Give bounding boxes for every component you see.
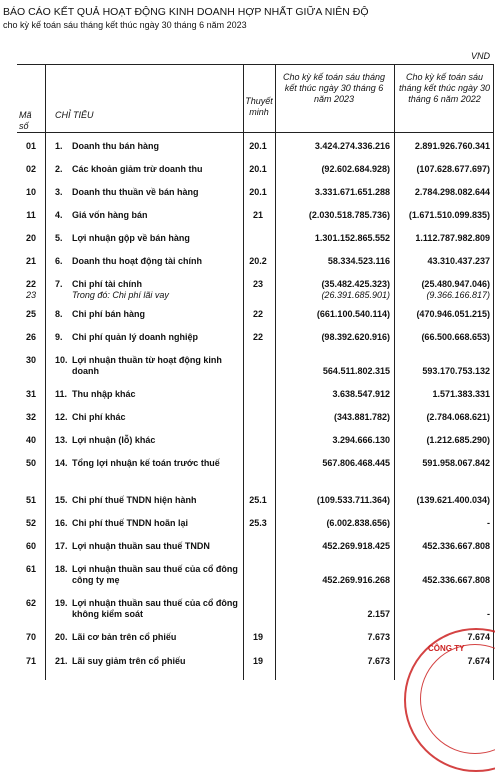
row-index: 5. bbox=[55, 233, 63, 243]
row-code: 60 bbox=[25, 541, 36, 551]
row-label: Lợi nhuận thuần từ hoạt động kinh doanh bbox=[72, 355, 222, 376]
table-row bbox=[17, 355, 494, 389]
row-code: 26 bbox=[25, 332, 36, 342]
table-row bbox=[17, 518, 494, 541]
row-value-2022: (470.946.051.215) bbox=[416, 309, 490, 319]
row-note: 20.1 bbox=[249, 164, 267, 174]
header-col-2023: Cho kỳ kế toán sáu tháng kết thúc ngày 30 tháng 6 năm 2023 bbox=[282, 72, 386, 104]
row-note: 22 bbox=[252, 332, 263, 342]
row-code: 25 bbox=[25, 309, 36, 319]
row-label: Doanh thu thuần về bán hàng bbox=[72, 187, 199, 197]
row-label: Lợi nhuận thuần sau thuế của cổ đông công ty mẹ bbox=[72, 564, 238, 585]
row-index: 20. bbox=[55, 632, 68, 642]
header-note: Thuyết minh bbox=[245, 96, 273, 117]
row-code: 11 bbox=[26, 210, 36, 220]
row-code: 01 bbox=[25, 141, 36, 151]
row-index: 16. bbox=[55, 518, 68, 528]
row-value-2023: (6.002.838.656) bbox=[326, 518, 390, 528]
row-label: Chi phí thuế TNDN hoãn lại bbox=[72, 518, 188, 528]
row-value-2023: 452.269.916.268 bbox=[322, 575, 390, 585]
row-code: 71 bbox=[25, 656, 36, 666]
row-value-2023: 58.334.523.116 bbox=[327, 256, 390, 266]
row-value-2023: (109.533.711.364) bbox=[316, 495, 390, 505]
row-value-2022: (9.366.166.817) bbox=[426, 290, 490, 300]
row-label: Thu nhập khác bbox=[72, 389, 136, 399]
row-code: 02 bbox=[25, 164, 36, 174]
table-row bbox=[17, 279, 494, 309]
row-value-2022: 452.336.667.808 bbox=[422, 575, 490, 585]
row-index: 11. bbox=[55, 389, 68, 399]
row-code: 10 bbox=[25, 187, 36, 197]
table-row bbox=[17, 309, 494, 332]
row-index: 6. bbox=[55, 256, 63, 266]
row-value-2022: 1.571.383.331 bbox=[432, 389, 490, 399]
row-value-2022: (66.500.668.653) bbox=[421, 332, 490, 342]
row-value-2022: (1.212.685.290) bbox=[426, 435, 490, 445]
row-index: 21. bbox=[55, 656, 68, 666]
row-value-2022: 7.674 bbox=[467, 632, 490, 642]
table-row bbox=[17, 541, 494, 564]
row-code: 32 bbox=[25, 412, 36, 422]
table-row bbox=[17, 233, 494, 256]
row-index: 10. bbox=[55, 355, 68, 365]
table-row bbox=[17, 141, 494, 164]
table-row bbox=[17, 564, 494, 598]
row-index: 7. bbox=[55, 279, 63, 289]
row-code: 22 bbox=[25, 279, 36, 289]
row-note: 22 bbox=[252, 309, 263, 319]
row-value-2022: - bbox=[487, 518, 490, 528]
row-value-2023: (661.100.540.114) bbox=[316, 309, 390, 319]
header-item: CHỈ TIÊU bbox=[55, 110, 94, 120]
seal-text: CÔNG TY bbox=[428, 644, 465, 653]
header-col-2022: Cho kỳ kế toán sáu tháng kết thúc ngày 30 tháng 6 năm 2022 bbox=[398, 72, 491, 104]
row-index: 4. bbox=[55, 210, 63, 220]
row-code: 30 bbox=[25, 355, 36, 365]
row-label: Giá vốn hàng bán bbox=[72, 210, 148, 220]
row-value-2022: 2.891.926.760.341 bbox=[414, 141, 490, 151]
row-value-2023: 3.638.547.912 bbox=[332, 389, 390, 399]
row-index: 17. bbox=[55, 541, 68, 551]
row-value-2022: (107.628.677.697) bbox=[416, 164, 490, 174]
row-value-2022: 452.336.667.808 bbox=[422, 541, 490, 551]
table-row bbox=[17, 598, 494, 632]
row-label: Tổng lợi nhuận kế toán trước thuế bbox=[72, 458, 220, 468]
row-value-2022: (1.671.510.099.835) bbox=[408, 210, 490, 220]
row-value-2023: 7.673 bbox=[367, 656, 390, 666]
currency-label: VND bbox=[470, 51, 490, 61]
table-body bbox=[17, 141, 494, 680]
report-title: BÁO CÁO KẾT QUẢ HOẠT ĐỘNG KINH DOANH HỢP NHẤT GIỮA NIÊN ĐỘ bbox=[3, 6, 369, 18]
row-label: Lợi nhuận gộp về bán hàng bbox=[72, 233, 190, 243]
row-value-2023: (35.482.425.323) bbox=[321, 279, 390, 289]
row-value-2023: 2.157 bbox=[367, 609, 390, 619]
row-note: 19 bbox=[252, 632, 263, 642]
row-label: Lãi suy giảm trên cổ phiếu bbox=[72, 656, 186, 666]
row-value-2022: 7.674 bbox=[467, 656, 490, 666]
row-index: 19. bbox=[55, 598, 68, 608]
row-code: 20 bbox=[25, 233, 36, 243]
table-row bbox=[17, 435, 494, 458]
row-value-2022: (139.621.400.034) bbox=[416, 495, 490, 505]
row-value-2023: 1.301.152.865.552 bbox=[314, 233, 390, 243]
row-value-2022: 43.310.437.237 bbox=[427, 256, 490, 266]
row-label: Chi phí quản lý doanh nghiệp bbox=[72, 332, 198, 342]
income-statement-table bbox=[17, 64, 494, 680]
row-note: 25.1 bbox=[249, 495, 267, 505]
report-subtitle: cho kỳ kế toán sáu tháng kết thúc ngày 30 tháng 6 năm 2023 bbox=[3, 20, 247, 30]
row-code: 61 bbox=[25, 564, 36, 574]
row-index: 18. bbox=[55, 564, 68, 574]
row-code: 70 bbox=[25, 632, 36, 642]
row-code: 52 bbox=[25, 518, 36, 528]
row-value-2022: (25.480.947.046) bbox=[421, 279, 490, 289]
row-label: Chi phí tài chính bbox=[72, 279, 142, 289]
row-code: 31 bbox=[25, 389, 36, 399]
row-value-2023: (343.881.782) bbox=[333, 412, 390, 422]
row-value-2023: (98.392.620.916) bbox=[321, 332, 390, 342]
row-value-2022: 1.112.787.982.809 bbox=[415, 233, 490, 243]
row-value-2022: 2.784.298.082.644 bbox=[414, 187, 490, 197]
row-index: 15. bbox=[55, 495, 68, 505]
row-index: 14. bbox=[55, 458, 68, 468]
row-value-2023: 3.331.671.651.288 bbox=[314, 187, 390, 197]
row-value-2023: 567.806.468.445 bbox=[322, 458, 390, 468]
row-label: Lãi cơ bản trên cổ phiếu bbox=[72, 632, 177, 642]
header-code: Mã số bbox=[19, 110, 32, 131]
row-label: Chi phí khác bbox=[72, 412, 126, 422]
row-index: 12. bbox=[55, 412, 68, 422]
row-note: 23 bbox=[252, 279, 263, 289]
row-code: 21 bbox=[25, 256, 36, 266]
row-index: 9. bbox=[55, 332, 63, 342]
table-row bbox=[17, 389, 494, 412]
row-value-2023: (92.602.684.928) bbox=[321, 164, 390, 174]
row-code: 23 bbox=[25, 290, 36, 300]
row-value-2022: (2.784.068.621) bbox=[426, 412, 490, 422]
row-value-2022: - bbox=[487, 609, 490, 619]
row-value-2023: 452.269.918.425 bbox=[322, 541, 390, 551]
row-label: Lợi nhuận thuần sau thuế của cổ đông không kiểm soát bbox=[72, 598, 238, 619]
row-note: 19 bbox=[252, 656, 263, 666]
table-row bbox=[17, 332, 494, 355]
row-value-2023: 3.424.274.336.216 bbox=[314, 141, 390, 151]
row-label: Chi phí bán hàng bbox=[72, 309, 145, 319]
row-index: 1. bbox=[55, 141, 63, 151]
row-label: Các khoản giảm trừ doanh thu bbox=[72, 164, 203, 174]
row-value-2023: 564.511.802.315 bbox=[322, 366, 390, 376]
row-label: Lợi nhuận thuần sau thuế TNDN bbox=[72, 541, 210, 551]
row-sublabel: Trong đó: Chi phí lãi vay bbox=[72, 290, 169, 300]
row-code: 40 bbox=[25, 435, 36, 445]
table-row bbox=[17, 164, 494, 187]
row-label: Lợi nhuận (lỗ) khác bbox=[72, 435, 156, 445]
row-note: 20.1 bbox=[249, 141, 267, 151]
row-index: 8. bbox=[55, 309, 63, 319]
table-row bbox=[17, 187, 494, 210]
row-value-2023: (2.030.518.785.736) bbox=[308, 210, 390, 220]
table-row bbox=[17, 210, 494, 233]
table-row bbox=[17, 458, 494, 495]
row-code: 51 bbox=[25, 495, 36, 505]
table-row bbox=[17, 412, 494, 435]
row-value-2022: 593.170.753.132 bbox=[422, 366, 490, 376]
row-note: 20.1 bbox=[249, 187, 267, 197]
row-label: Doanh thu hoạt động tài chính bbox=[72, 256, 202, 266]
row-index: 2. bbox=[55, 164, 63, 174]
row-value-2023: (26.391.685.901) bbox=[321, 290, 390, 300]
table-row bbox=[17, 495, 494, 518]
row-label: Chi phí thuế TNDN hiện hành bbox=[72, 495, 197, 505]
row-value-2022: 591.958.067.842 bbox=[422, 458, 490, 468]
row-code: 62 bbox=[25, 598, 36, 608]
row-value-2023: 7.673 bbox=[367, 632, 390, 642]
row-note: 21 bbox=[252, 210, 263, 220]
row-note: 25.3 bbox=[249, 518, 267, 528]
row-index: 3. bbox=[55, 187, 63, 197]
row-value-2023: 3.294.666.130 bbox=[332, 435, 390, 445]
row-note: 20.2 bbox=[249, 256, 267, 266]
row-code: 50 bbox=[25, 458, 36, 468]
table-row bbox=[17, 256, 494, 279]
row-index: 13. bbox=[55, 435, 68, 445]
row-label: Doanh thu bán hàng bbox=[72, 141, 159, 151]
table-header bbox=[17, 65, 494, 133]
